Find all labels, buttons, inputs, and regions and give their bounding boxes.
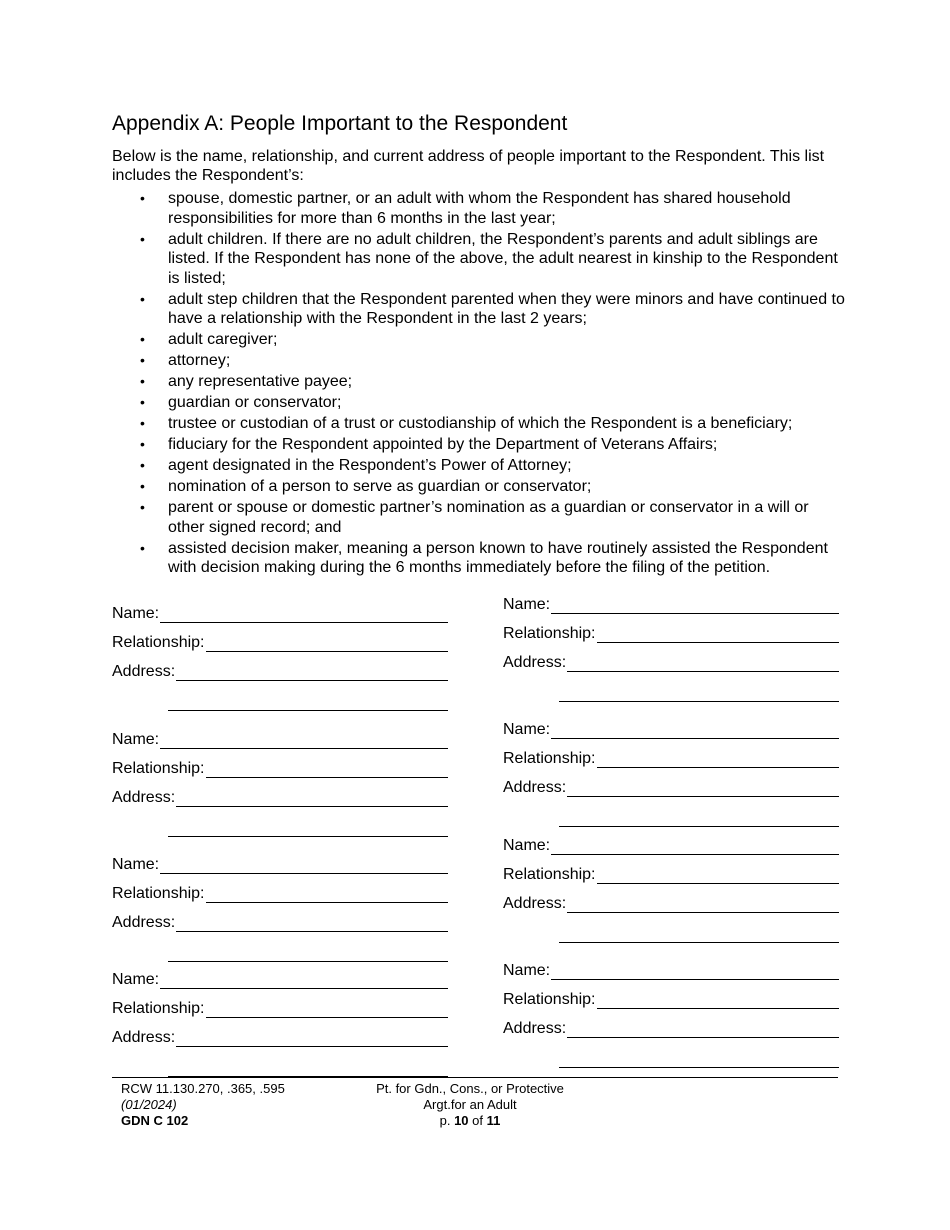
list-item: • adult step children that the Respondent parented when they were minors and have continued to have a relationship with the Respondent in the last 2 years; [140,290,845,327]
name-label: Name: [112,971,160,988]
relationship-field[interactable] [206,633,449,652]
address-field[interactable] [567,653,839,672]
bullet-icon: • [140,190,145,206]
address-field[interactable] [567,894,839,913]
footer-rcw: RCW 11.130.270, .365, .595 [121,1081,285,1096]
list-item: • guardian or conservator; [140,394,342,411]
name-field[interactable] [160,730,448,749]
name-field[interactable] [551,595,839,614]
footer-title-line1: Pt. for Gdn., Cons., or Protective [376,1081,564,1096]
address-label: Address: [112,1029,176,1046]
bullet-icon: • [140,290,145,307]
page-number: p. 10 of 11 [439,1113,501,1128]
bullet-icon: • [140,436,145,452]
address-field[interactable] [176,1028,448,1047]
bullet-icon: • [140,352,145,368]
name-label: Name: [503,837,551,854]
address-line-2-field[interactable] [559,806,839,827]
address-field[interactable] [176,662,448,681]
relationship-label: Relationship: [112,1000,205,1017]
list-item: • agent designated in the Respondent’s Power of Attorney; [140,457,572,474]
address-label: Address: [112,914,176,931]
address-line-2-field[interactable] [168,941,448,962]
address-label: Address: [112,789,176,806]
relationship-label: Relationship: [503,750,596,767]
name-label: Name: [503,721,551,738]
address-field[interactable] [567,1019,839,1038]
bullet-icon: • [140,457,145,473]
relationship-field[interactable] [597,990,840,1009]
list-item: • nomination of a person to serve as guardian or conservator; [140,478,592,495]
page-title: Appendix A: People Important to the Respondent [112,112,568,135]
bullet-icon: • [140,373,145,389]
relationship-field[interactable] [597,624,840,643]
name-field[interactable] [551,836,839,855]
address-label: Address: [503,895,567,912]
list-item: • attorney; [140,352,231,369]
name-label: Name: [503,596,551,613]
page-total: 11 [486,1113,501,1128]
footer-center [360,1081,580,1129]
address-label: Address: [503,779,567,796]
name-field[interactable] [160,604,448,623]
address-label: Address: [503,1020,567,1037]
relationship-field[interactable] [597,749,840,768]
address-line-2-field[interactable] [168,816,448,837]
relationship-label: Relationship: [503,625,596,642]
list-item: • spouse, domestic partner, or an adult with whom the Respondent has shared household responsibilities for more than 6 months in the last year; [140,190,791,227]
bullet-icon: • [140,331,145,347]
page-current: 10 [454,1113,469,1128]
bullet-icon: • [140,499,145,515]
relationship-label: Relationship: [112,760,205,777]
name-label: Name: [112,605,160,622]
list-item: • adult children. If there are no adult children, the Respondent’s parents and adult siblings are listed. If the Respondent has none of the above, the adult nearest in kinship to the Respondent is listed; [140,230,838,287]
list-item: • trustee or custodian of a trust or custodianship of which the Respondent is a beneficiary; [140,415,793,432]
name-field[interactable] [160,855,448,874]
bullet-icon: • [140,478,145,494]
footer-divider [112,1077,838,1078]
footer-date: (01/2024) [121,1097,177,1112]
footer-title-line2: Argt.for an Adult [423,1097,517,1112]
relationship-field[interactable] [597,865,840,884]
address-line-2-field[interactable] [168,690,448,711]
address-field[interactable] [567,778,839,797]
list-item: • parent or spouse or domestic partner’s nomination as a guardian or conservator in a will or other signed record; and [140,499,809,536]
relationship-field[interactable] [206,884,449,903]
intro-paragraph: Below is the name, relationship, and current address of people important to the Respondent. This list includes the Respondent’s: [112,148,825,184]
bullet-icon: • [140,415,145,431]
address-field[interactable] [176,913,448,932]
name-label: Name: [503,962,551,979]
relationship-label: Relationship: [503,866,596,883]
name-field[interactable] [160,970,448,989]
bullet-icon: • [140,539,145,556]
list-item: • adult caregiver; [140,331,278,348]
relationship-field[interactable] [206,999,449,1018]
relationship-field[interactable] [206,759,449,778]
address-line-2-field[interactable] [559,1047,839,1068]
bullet-list [140,189,848,579]
relationship-label: Relationship: [112,885,205,902]
name-field[interactable] [551,961,839,980]
list-item: • assisted decision maker, meaning a person known to have routinely assisted the Respondent with decision making during the 6 months immediately before the filing of the petition. [140,539,828,576]
bullet-icon: • [140,394,145,410]
name-field[interactable] [551,720,839,739]
footer-left [121,1081,285,1129]
address-line-2-field[interactable] [559,681,839,702]
name-label: Name: [112,856,160,873]
relationship-label: Relationship: [112,634,205,651]
address-field[interactable] [176,788,448,807]
footer-form-code: GDN C 102 [121,1113,189,1128]
address-label: Address: [112,663,176,680]
name-label: Name: [112,731,160,748]
list-item: • fiduciary for the Respondent appointed by the Department of Veterans Affairs; [140,436,718,453]
bullet-icon: • [140,230,145,247]
address-label: Address: [503,654,567,671]
relationship-label: Relationship: [503,991,596,1008]
list-item: • any representative payee; [140,373,353,390]
address-line-2-field[interactable] [168,1056,448,1077]
address-line-2-field[interactable] [559,922,839,943]
